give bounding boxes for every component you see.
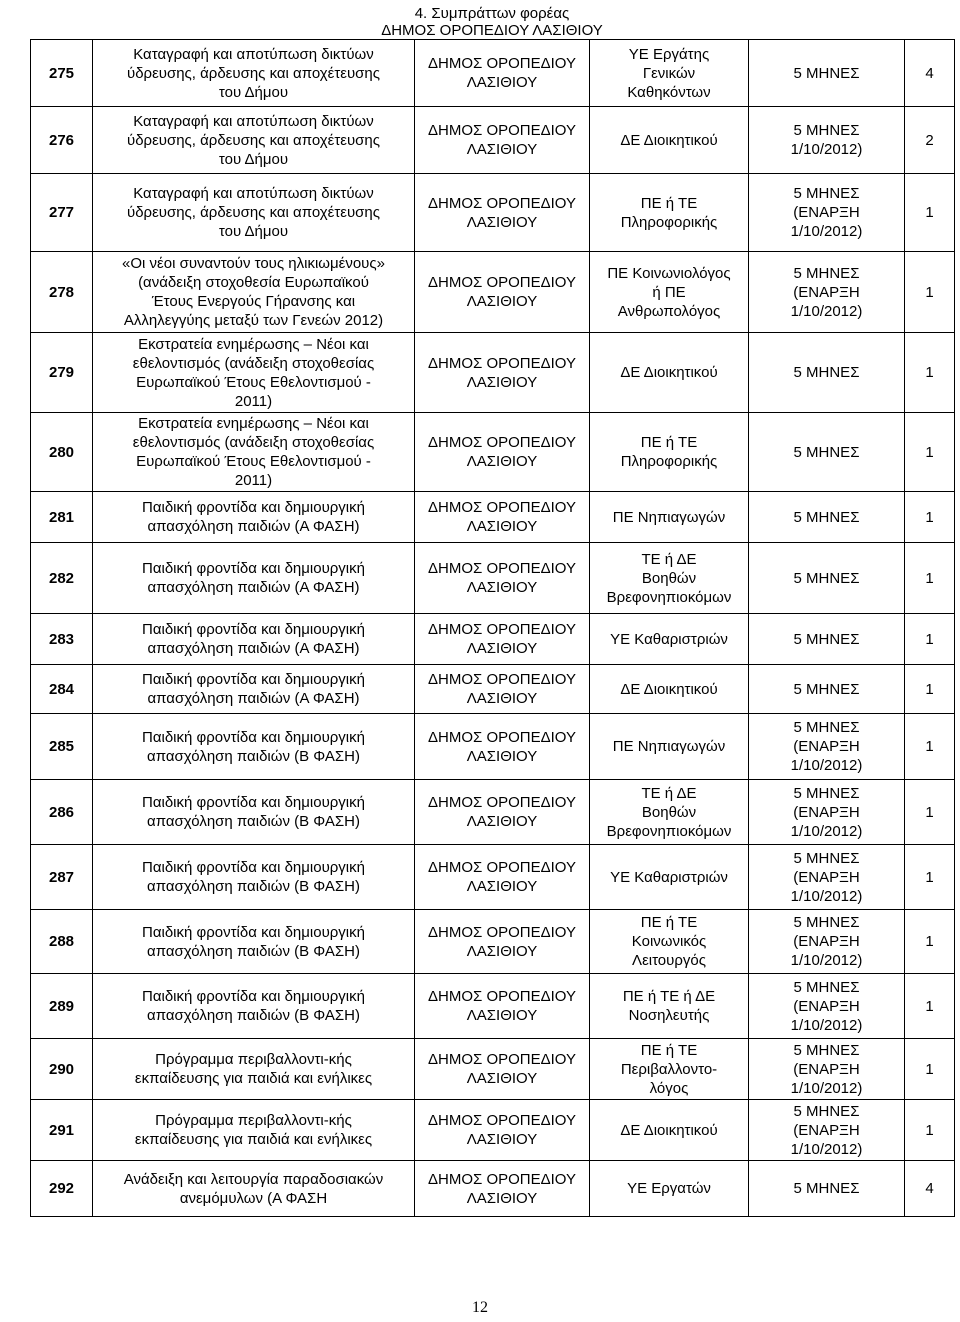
table-row [31,780,955,845]
agency-name: ΔΗΜΟΣ ΟΡΟΠΕΔΙΟΥ ΛΑΣΙΘΙΟΥ [415,974,590,1039]
project-title: Παιδική φροντίδα και δημιουργική απασχόληση παιδιών (Α ΦΑΣΗ) [93,543,415,614]
duration: 5 ΜΗΝΕΣ [749,614,905,665]
specialty: ΠΕ ή ΤΕ Πληροφορικής [590,413,749,492]
partner-title: 4. Συμπράττων φορέας [414,5,570,22]
positions-count: 4 [905,1161,955,1217]
agency-name: ΔΗΜΟΣ ΟΡΟΠΕΔΙΟΥ ΛΑΣΙΘΙΟΥ [415,1039,590,1100]
positions-count: 1 [905,714,955,780]
duration: 5 ΜΗΝΕΣ [749,333,905,413]
table-row [31,40,955,107]
project-title: Πρόγραμμα περιβαλλοντι-κής εκπαίδευσης για παιδιά και ενήλικες [93,1039,415,1100]
project-title: Καταγραφή και αποτύπωση δικτύων ύδρευσης, άρδευσης και αποχέτευσης του Δήμου [93,174,415,252]
duration: 5 ΜΗΝΕΣ (ΕΝΑΡΞΗ 1/10/2012) [749,252,905,333]
duration: 5 ΜΗΝΕΣ (ΕΝΑΡΞΗ 1/10/2012) [749,910,905,974]
row-number: 284 [31,665,93,714]
duration: 5 ΜΗΝΕΣ (ΕΝΑΡΞΗ 1/10/2012) [749,1100,905,1161]
row-number: 287 [31,845,93,910]
table-row [31,1161,955,1217]
project-title: Παιδική φροντίδα και δημιουργική απασχόληση παιδιών (Α ΦΑΣΗ) [93,665,415,714]
table-row [31,107,955,174]
agency-name: ΔΗΜΟΣ ΟΡΟΠΕΔΙΟΥ ΛΑΣΙΘΙΟΥ [415,1161,590,1217]
positions-count: 1 [905,252,955,333]
table-row [31,1039,955,1100]
positions-count: 1 [905,780,955,845]
table-row [31,413,955,492]
specialty: ΠΕ Νηπιαγωγών [590,492,749,543]
duration: 5 ΜΗΝΕΣ (ΕΝΑΡΞΗ 1/10/2012) [749,714,905,780]
positions-count: 1 [905,910,955,974]
positions-count: 1 [905,174,955,252]
specialty: ΠΕ Νηπιαγωγών [590,714,749,780]
row-number: 275 [31,40,93,107]
document-page [30,5,954,1217]
specialty: ΔΕ Διοικητικού [590,107,749,174]
project-title: Πρόγραμμα περιβαλλοντι-κής εκπαίδευσης για παιδιά και ενήλικες [93,1100,415,1161]
agency-name: ΔΗΜΟΣ ΟΡΟΠΕΔΙΟΥ ΛΑΣΙΘΙΟΥ [415,910,590,974]
duration: 5 ΜΗΝΕΣ [749,543,905,614]
agency-name: ΔΗΜΟΣ ΟΡΟΠΕΔΙΟΥ ΛΑΣΙΘΙΟΥ [415,174,590,252]
table-row [31,714,955,780]
agency-name: ΔΗΜΟΣ ΟΡΟΠΕΔΙΟΥ ΛΑΣΙΘΙΟΥ [415,333,590,413]
agency-name: ΔΗΜΟΣ ΟΡΟΠΕΔΙΟΥ ΛΑΣΙΘΙΟΥ [415,665,590,714]
agency-name: ΔΗΜΟΣ ΟΡΟΠΕΔΙΟΥ ΛΑΣΙΘΙΟΥ [415,543,590,614]
agency-name: ΔΗΜΟΣ ΟΡΟΠΕΔΙΟΥ ΛΑΣΙΘΙΟΥ [415,413,590,492]
specialty: ΔΕ Διοικητικού [590,333,749,413]
agency-name: ΔΗΜΟΣ ΟΡΟΠΕΔΙΟΥ ΛΑΣΙΘΙΟΥ [415,845,590,910]
table-row [31,252,955,333]
project-title: Παιδική φροντίδα και δημιουργική απασχόληση παιδιών (Β ΦΑΣΗ) [93,910,415,974]
row-number: 289 [31,974,93,1039]
row-number: 278 [31,252,93,333]
specialty: ΤΕ ή ΔΕ Βοηθών Βρεφονηπιοκόμων [590,543,749,614]
positions-count: 1 [905,614,955,665]
agency-name: ΔΗΜΟΣ ΟΡΟΠΕΔΙΟΥ ΛΑΣΙΘΙΟΥ [415,780,590,845]
row-number: 292 [31,1161,93,1217]
positions-count: 1 [905,665,955,714]
duration: 5 ΜΗΝΕΣ [749,492,905,543]
positions-count: 1 [905,543,955,614]
positions-count: 2 [905,107,955,174]
positions-count: 1 [905,1039,955,1100]
agency-name: ΔΗΜΟΣ ΟΡΟΠΕΔΙΟΥ ΛΑΣΙΘΙΟΥ [415,107,590,174]
specialty: ΥΕ Εργάτης Γενικών Καθηκόντων [590,40,749,107]
duration: 5 ΜΗΝΕΣ [749,665,905,714]
agency-name: ΔΗΜΟΣ ΟΡΟΠΕΔΙΟΥ ΛΑΣΙΘΙΟΥ [415,1100,590,1161]
project-title: Εκστρατεία ενημέρωσης – Νέοι και εθελοντισμός (ανάδειξη στοχοθεσίας Ευρωπαϊκού Έτους Εθελοντισμού - 2011) [93,413,415,492]
row-number: 276 [31,107,93,174]
specialty: ΔΕ Διοικητικού [590,665,749,714]
specialty: ΠΕ ή ΤΕ ή ΔΕ Νοσηλευτής [590,974,749,1039]
table-row [31,543,955,614]
table-row [31,1100,955,1161]
table-row [31,492,955,543]
specialty: ΔΕ Διοικητικού [590,1100,749,1161]
specialty: ΠΕ ή ΤΕ Περιβαλλοντο- λόγος [590,1039,749,1100]
row-number: 277 [31,174,93,252]
partner-name: ΔΗΜΟΣ ΟΡΟΠΕΔΙΟΥ ΛΑΣΙΘΙΟΥ [381,22,603,39]
duration: 5 ΜΗΝΕΣ (ΕΝΑΡΞΗ 1/10/2012) [749,174,905,252]
agency-name: ΔΗΜΟΣ ΟΡΟΠΕΔΙΟΥ ΛΑΣΙΘΙΟΥ [415,714,590,780]
table-row [31,614,955,665]
row-number: 290 [31,1039,93,1100]
row-number: 286 [31,780,93,845]
row-number: 285 [31,714,93,780]
project-title: Ανάδειξη και λειτουργία παραδοσιακών ανεμόμυλων (Α ΦΑΣΗ [93,1161,415,1217]
table-heading [30,5,954,39]
positions-count: 1 [905,413,955,492]
row-number: 280 [31,413,93,492]
table-row [31,910,955,974]
positions-table [30,39,955,1217]
project-title: Παιδική φροντίδα και δημιουργική απασχόληση παιδιών (Β ΦΑΣΗ) [93,974,415,1039]
positions-count: 1 [905,333,955,413]
project-title: Παιδική φροντίδα και δημιουργική απασχόληση παιδιών (Α ΦΑΣΗ) [93,614,415,665]
project-title: Παιδική φροντίδα και δημιουργική απασχόληση παιδιών (Β ΦΑΣΗ) [93,780,415,845]
table-row [31,665,955,714]
agency-name: ΔΗΜΟΣ ΟΡΟΠΕΔΙΟΥ ΛΑΣΙΘΙΟΥ [415,252,590,333]
duration: 5 ΜΗΝΕΣ 1/10/2012) [749,107,905,174]
project-title: Παιδική φροντίδα και δημιουργική απασχόληση παιδιών (Β ΦΑΣΗ) [93,845,415,910]
project-title: Εκστρατεία ενημέρωσης – Νέοι και εθελοντισμός (ανάδειξη στοχοθεσίας Ευρωπαϊκού Έτους Εθελοντισμού - 2011) [93,333,415,413]
specialty: ΠΕ ή ΤΕ Κοινωνικός Λειτουργός [590,910,749,974]
specialty: ΥΕ Εργατών [590,1161,749,1217]
table-row [31,974,955,1039]
agency-name: ΔΗΜΟΣ ΟΡΟΠΕΔΙΟΥ ΛΑΣΙΘΙΟΥ [415,40,590,107]
duration: 5 ΜΗΝΕΣ [749,1161,905,1217]
positions-count: 1 [905,492,955,543]
specialty: ΥΕ Καθαριστριών [590,845,749,910]
duration: 5 ΜΗΝΕΣ (ΕΝΑΡΞΗ 1/10/2012) [749,1039,905,1100]
row-number: 283 [31,614,93,665]
project-title: Καταγραφή και αποτύπωση δικτύων ύδρευσης, άρδευσης και αποχέτευσης του Δήμου [93,107,415,174]
positions-count: 1 [905,1100,955,1161]
positions-count: 1 [905,845,955,910]
row-number: 281 [31,492,93,543]
specialty: ΤΕ ή ΔΕ Βοηθών Βρεφονηπιοκόμων [590,780,749,845]
project-title: Παιδική φροντίδα και δημιουργική απασχόληση παιδιών (Α ΦΑΣΗ) [93,492,415,543]
positions-count: 1 [905,974,955,1039]
row-number: 291 [31,1100,93,1161]
table-row [31,333,955,413]
row-number: 279 [31,333,93,413]
project-title: «Οι νέοι συναντούν τους ηλικιωμένους» (ανάδειξη στοχοθεσία Ευρωπαϊκού Έτους Ενεργούς Γήρανσης και Αλληλεγγύης μεταξύ των Γενεών 2012) [93,252,415,333]
duration: 5 ΜΗΝΕΣ (ΕΝΑΡΞΗ 1/10/2012) [749,845,905,910]
table-row [31,845,955,910]
row-number: 288 [31,910,93,974]
row-number: 282 [31,543,93,614]
project-title: Παιδική φροντίδα και δημιουργική απασχόληση παιδιών (Β ΦΑΣΗ) [93,714,415,780]
specialty: ΠΕ Κοινωνιολόγος ή ΠΕ Ανθρωπολόγος [590,252,749,333]
table-row [31,174,955,252]
specialty: ΥΕ Καθαριστριών [590,614,749,665]
duration: 5 ΜΗΝΕΣ (ΕΝΑΡΞΗ 1/10/2012) [749,974,905,1039]
duration: 5 ΜΗΝΕΣ (ΕΝΑΡΞΗ 1/10/2012) [749,780,905,845]
agency-name: ΔΗΜΟΣ ΟΡΟΠΕΔΙΟΥ ΛΑΣΙΘΙΟΥ [415,614,590,665]
page-number: 12 [472,1299,488,1316]
duration: 5 ΜΗΝΕΣ [749,40,905,107]
project-title: Καταγραφή και αποτύπωση δικτύων ύδρευσης, άρδευσης και αποχέτευσης του Δήμου [93,40,415,107]
specialty: ΠΕ ή ΤΕ Πληροφορικής [590,174,749,252]
positions-count: 4 [905,40,955,107]
agency-name: ΔΗΜΟΣ ΟΡΟΠΕΔΙΟΥ ΛΑΣΙΘΙΟΥ [415,492,590,543]
duration: 5 ΜΗΝΕΣ [749,413,905,492]
